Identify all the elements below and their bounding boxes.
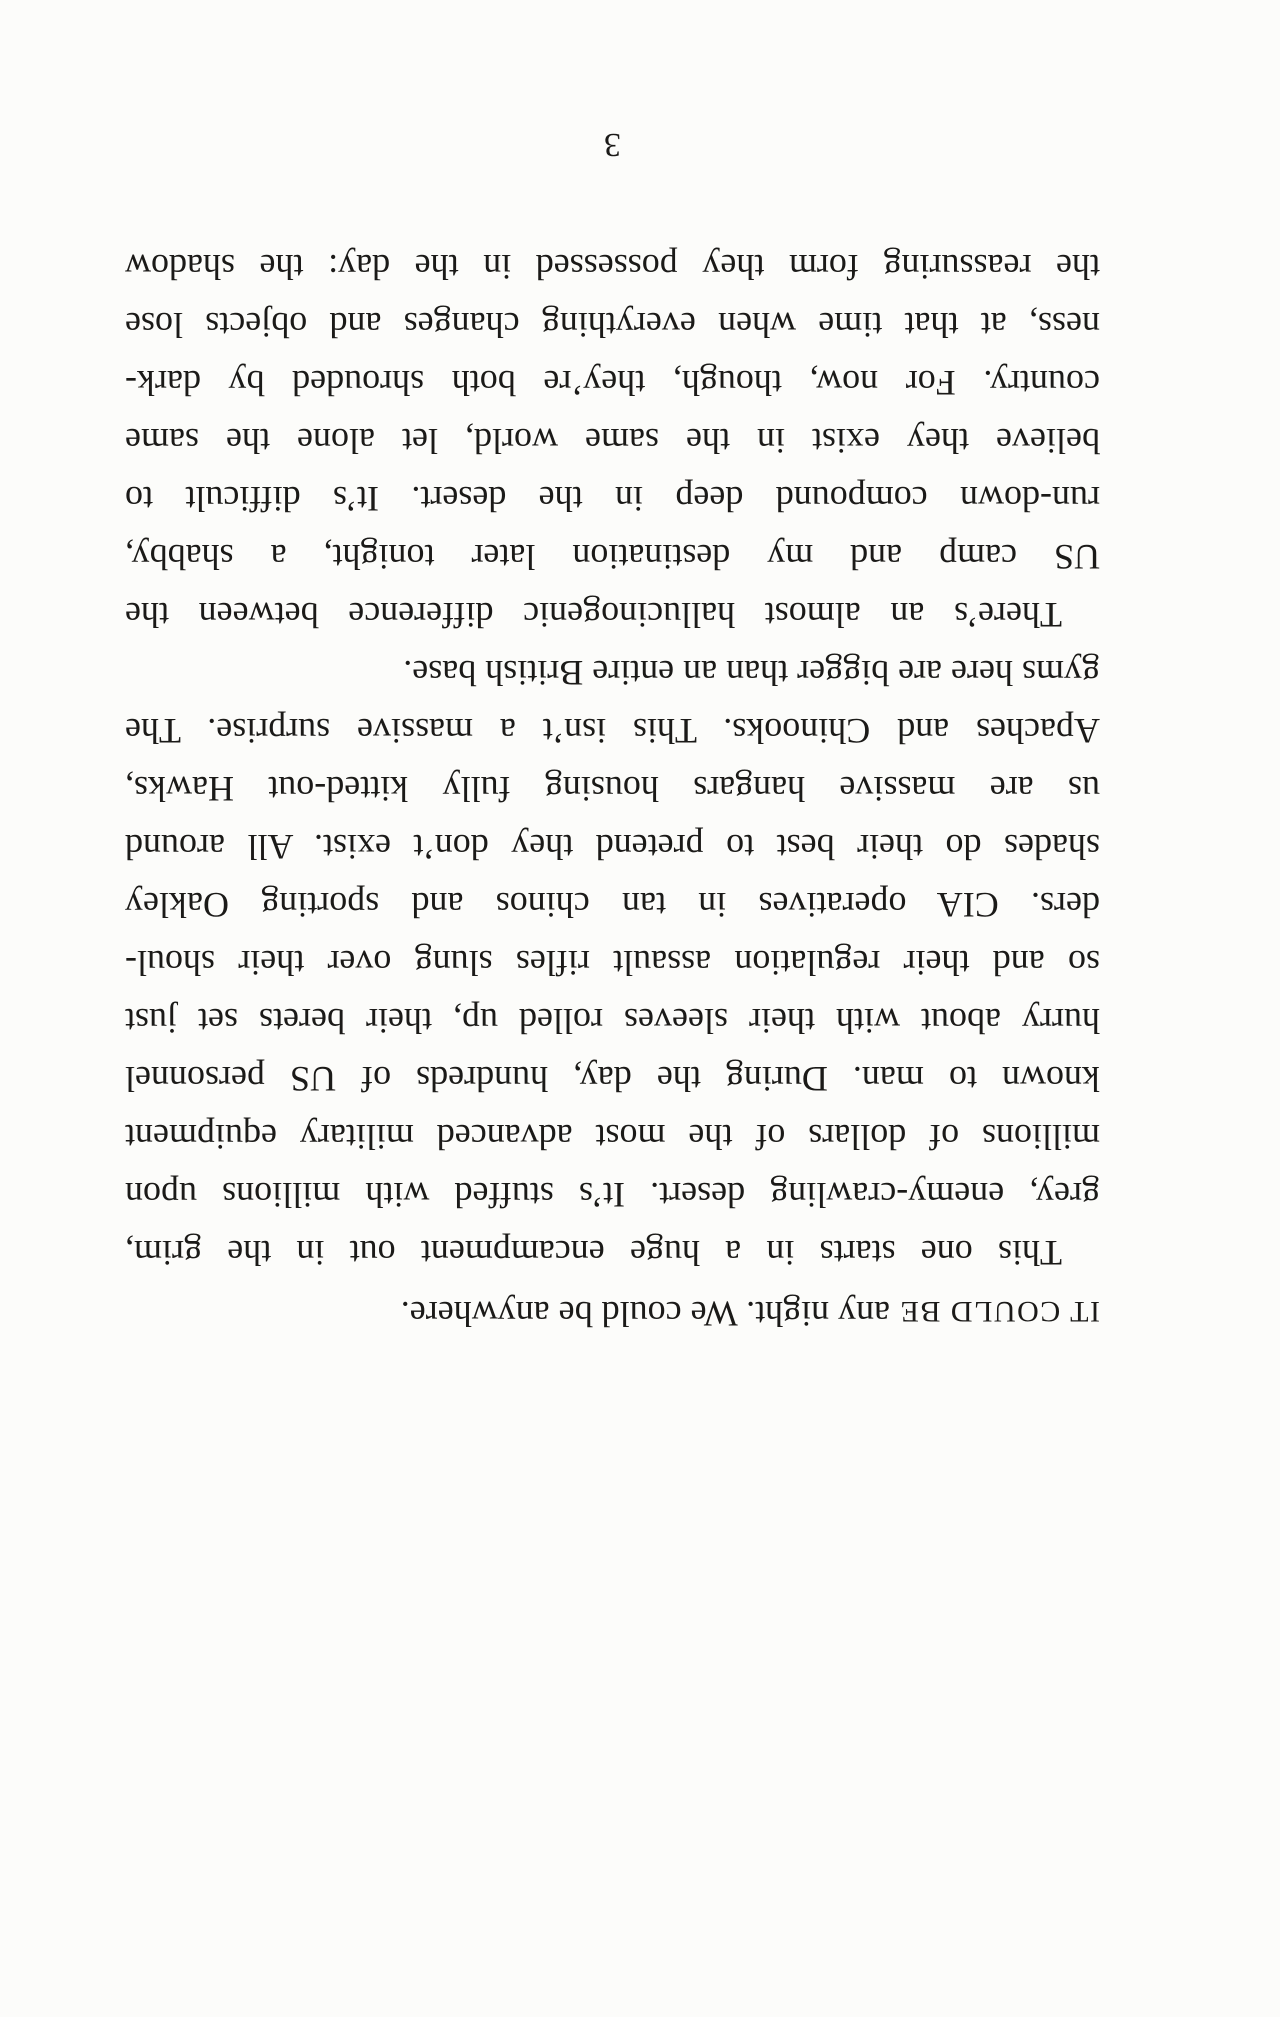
text-line: believe they exist in the same world, let alone the same xyxy=(125,421,1100,461)
paragraph xyxy=(125,238,1100,644)
text-block xyxy=(125,124,1100,1343)
paragraph xyxy=(125,1282,1100,1343)
text-line: hurry about with their sleeves rolled up, their berets set just xyxy=(125,1001,1100,1041)
chapter-opener-smallcaps: IT COULD BE xyxy=(899,1295,1100,1328)
text-line: Apaches and Chinooks. This isn’t a massive surprise. The xyxy=(125,711,1100,751)
text-line: country. For now, though, they’re both shrouded by dark- xyxy=(125,363,1100,403)
text-line: run-down compound deep in the desert. It’s difficult to xyxy=(125,479,1100,519)
paragraph xyxy=(125,644,1100,1282)
text-line: ness, at that time when everything changes and objects lose xyxy=(125,305,1100,345)
text-line: millions of dollars of the most advanced military equipment xyxy=(125,1117,1100,1157)
body-text xyxy=(125,238,1100,1343)
text-line: ders. CIA operatives in tan chinos and sporting Oakley xyxy=(125,885,1100,925)
text-line: This one starts in a huge encampment out in the grim, xyxy=(125,1233,1062,1273)
text-line: IT COULD BE any night. We could be anywhere. xyxy=(400,1294,1100,1334)
text-line: shades do their best to pretend they don’t exist. All around xyxy=(125,827,1100,867)
text-line: known to man. During the day, hundreds of US personnel xyxy=(125,1059,1100,1099)
text-line: the reassuring form they possessed in the day: the shadow xyxy=(125,247,1100,287)
text-line: us are massive hangars housing fully kitted-out Hawks, xyxy=(125,769,1100,809)
text-line: so and their regulation assault rifles slung over their shoul- xyxy=(125,943,1100,983)
text-line: There’s an almost hallucinogenic difference between the xyxy=(125,595,1062,635)
text-line: grey, enemy-crawling desert. It’s stuffed with millions upon xyxy=(125,1175,1100,1215)
text-line: US camp and my destination later tonight, a shabby, xyxy=(125,537,1100,577)
page-number: 3 xyxy=(604,126,621,163)
text-line: gyms here are bigger than an entire British base. xyxy=(403,653,1100,693)
